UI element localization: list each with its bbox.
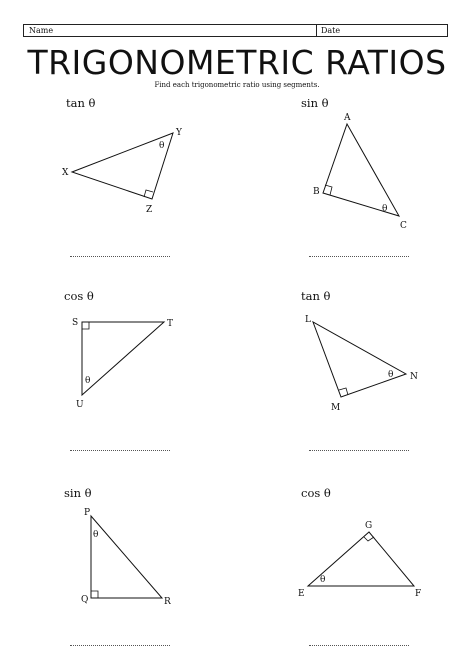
- theta-label: θ: [382, 204, 388, 214]
- vertex-n-label: N: [410, 372, 418, 382]
- vertex-z-label: Z: [146, 205, 153, 215]
- vertex-c-label: C: [400, 221, 407, 231]
- vertex-t-label: T: [167, 319, 174, 329]
- vertex-u-label: U: [76, 400, 84, 410]
- theta-label: θ: [388, 370, 394, 380]
- page-title: TRIGONOMETRIC RATIOS: [27, 43, 447, 82]
- vertex-s-label: S: [72, 318, 79, 328]
- vertex-r-label: R: [164, 597, 171, 607]
- vertex-p-label: P: [84, 508, 91, 518]
- problem-6-answer-line[interactable]: [309, 645, 409, 646]
- vertex-b-label: B: [313, 187, 320, 197]
- vertex-a-label: A: [344, 113, 351, 123]
- vertex-y-label: Y: [176, 128, 182, 138]
- theta-label: θ: [93, 530, 99, 540]
- theta-label: θ: [85, 376, 91, 386]
- page-subtitle: Find each trigonometric ratio using segments.: [154, 81, 320, 89]
- date-label: Date: [321, 26, 341, 35]
- name-label: Name: [29, 26, 54, 35]
- problem-1-label: tan θ: [66, 96, 96, 110]
- problem-3-label: cos θ: [64, 289, 94, 303]
- theta-label: θ: [320, 575, 326, 585]
- vertex-g-label: G: [365, 521, 373, 531]
- vertex-l-label: L: [305, 315, 311, 325]
- vertex-x-label: X: [62, 168, 69, 178]
- vertex-f-label: F: [415, 589, 422, 599]
- problem-2-label: sin θ: [301, 96, 329, 110]
- vertex-e-label: E: [298, 589, 305, 599]
- theta-label: θ: [159, 141, 165, 151]
- vertex-q-label: Q: [81, 595, 89, 605]
- problem-6-label: cos θ: [301, 486, 331, 500]
- problem-4-label: tan θ: [301, 289, 331, 303]
- vertex-m-label: M: [331, 403, 341, 413]
- problem-5-label: sin θ: [64, 486, 92, 500]
